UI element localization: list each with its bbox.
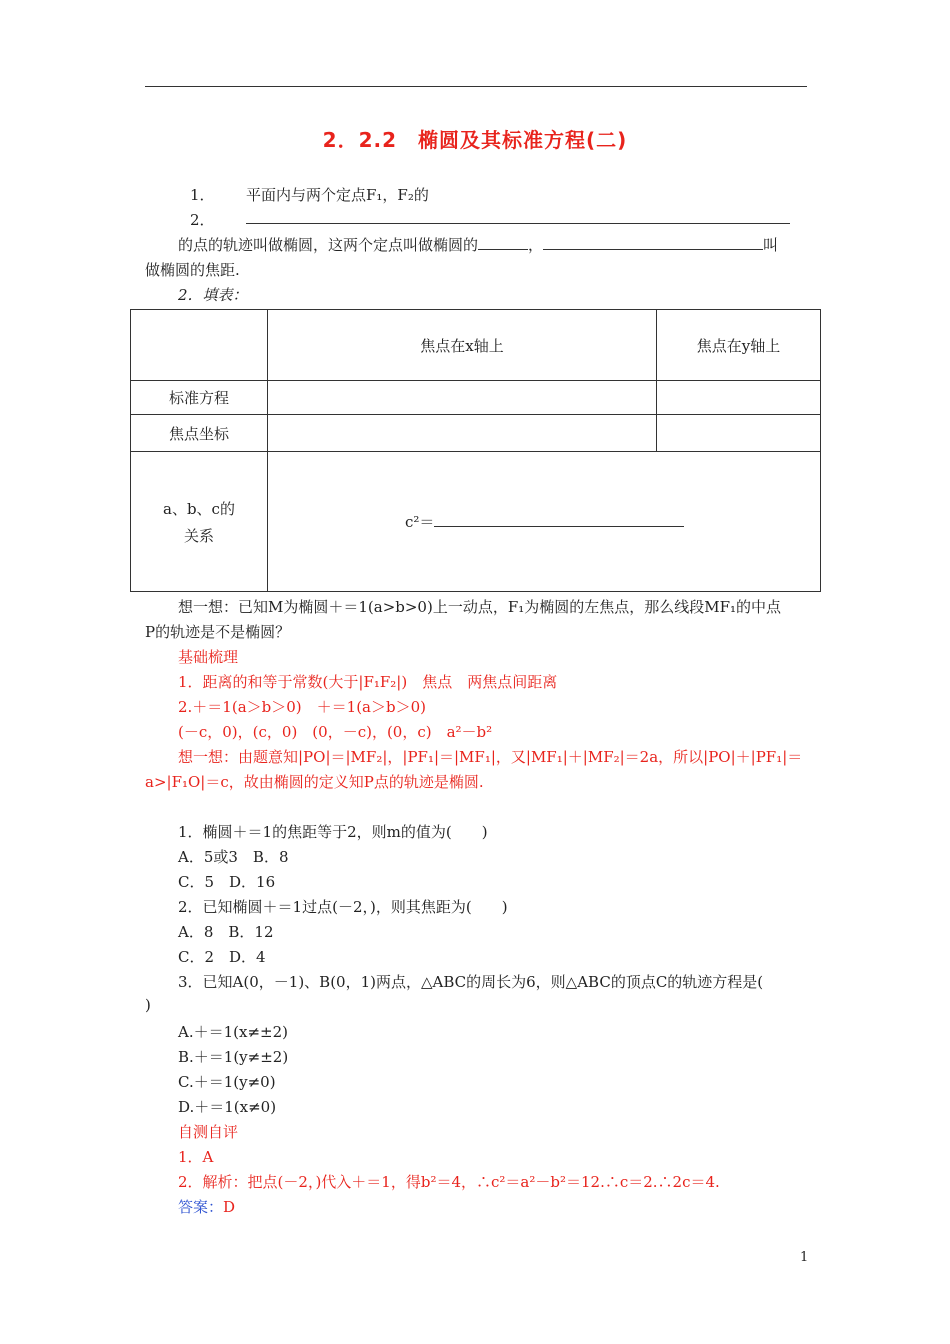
intro-line4: 做椭圆的焦距. [145, 261, 240, 279]
question-2-options-ab: A．8 B．12 [178, 923, 274, 941]
table-row-abc-line1: a、b、c的 [163, 499, 235, 518]
question-3-line1: 3．已知A(0，－1)、B(0，1)两点，△ABC的周长为6，则△ABC的顶点C的轨迹方程是( [178, 973, 764, 991]
basic-answer-3: (－c，0)，(c，0) (0，－c)，(0，c) a²－b² [178, 723, 493, 741]
fill-table [130, 309, 821, 592]
question-2-options-cd: C．2 D．4 [178, 948, 266, 966]
table-cell-empty [657, 415, 821, 452]
answer-label: 答案： [178, 1198, 224, 1216]
page-number: 1 [800, 1250, 809, 1265]
table-row-abc-line2: 关系 [183, 526, 214, 545]
question-1: 1．椭圆＋＝1的焦距等于2，则m的值为( ) [178, 823, 488, 841]
intro-line3: 的点的轨迹叫做椭圆，这两个定点叫做椭圆的 ， 叫 [178, 236, 779, 254]
self-test-heading: 自测自评 [178, 1123, 239, 1141]
table-row-standard-equation: 标准方程 [131, 381, 268, 415]
question-3-option-d: D.＋＝1(x≠0) [178, 1098, 277, 1116]
table-corner-cell [131, 310, 268, 381]
question-3-option-c: C.＋＝1(y≠0) [178, 1073, 276, 1091]
question-2: 2．已知椭圆＋＝1过点(－2，)，则其焦距为( ) [178, 898, 508, 916]
table-cell-empty [268, 381, 657, 415]
basic-answer-4-line2: a>|F₁O|＝c，故由椭圆的定义知P点的轨迹是椭圆. [145, 773, 484, 791]
intro-line1-num: 1． [190, 186, 215, 204]
question-3-option-b: B.＋＝1(y≠±2) [178, 1048, 289, 1066]
relation-label: c²＝ [405, 513, 435, 531]
header-rule [145, 86, 807, 87]
self-test-answer-2: 2．解析：把点(－2，)代入＋＝1，得b²＝4，∴c²＝a²－b²＝12.∴c＝2.∴2c＝4. [178, 1173, 720, 1191]
think-line2: P的轨迹是不是椭圆？ [145, 623, 291, 641]
table-row-abc-relation [131, 452, 268, 592]
page-title: 2．2.2 椭圆及其标准方程(二) [322, 128, 628, 152]
basic-answer-4-line1: 想一想：由题意知|PO|＝|MF₂|，|PF₁|＝|MF₁|，又|MF₁|＋|MF₂|＝2a，所以|PO|＋|PF₁|＝ [178, 748, 803, 766]
basic-heading: 基础梳理 [178, 648, 239, 666]
intro-line1-text: 平面内与两个定点F₁，F₂的 [246, 186, 429, 204]
table-header-y: 焦点在y轴上 [657, 310, 821, 381]
basic-answer-1: 1．距离的和等于常数(大于|F₁F₂|) 焦点 两焦点间距离 [178, 673, 558, 691]
table-relation-cell [268, 452, 821, 592]
intro-line2-num: 2． [190, 211, 215, 229]
table-cell-empty [268, 415, 657, 452]
question-3-option-a: A.＋＝1(x≠±2) [178, 1023, 288, 1041]
answer-value: D [223, 1198, 236, 1216]
table-header-x: 焦点在x轴上 [268, 310, 657, 381]
self-test-answer-2-result [178, 1196, 235, 1217]
question-1-options-cd: C．5 D．16 [178, 873, 276, 891]
fill-heading: 2．填表： [178, 286, 248, 304]
think-line1: 想一想：已知M为椭圆＋＝1(a>b>0)上一动点，F₁为椭圆的左焦点，那么线段MF₁的中点 [178, 598, 782, 616]
basic-answer-2: 2.＋＝1(a＞b＞0) ＋＝1(a＞b＞0) [178, 698, 426, 716]
question-3-line2: ) [145, 996, 151, 1014]
question-1-options-ab: A．5或3 B．8 [178, 848, 289, 866]
self-test-answer-1: 1．A [178, 1148, 214, 1166]
table-row-focus-coords: 焦点坐标 [131, 415, 268, 452]
intro-line2-blank [246, 209, 790, 228]
table-cell-empty [657, 381, 821, 415]
